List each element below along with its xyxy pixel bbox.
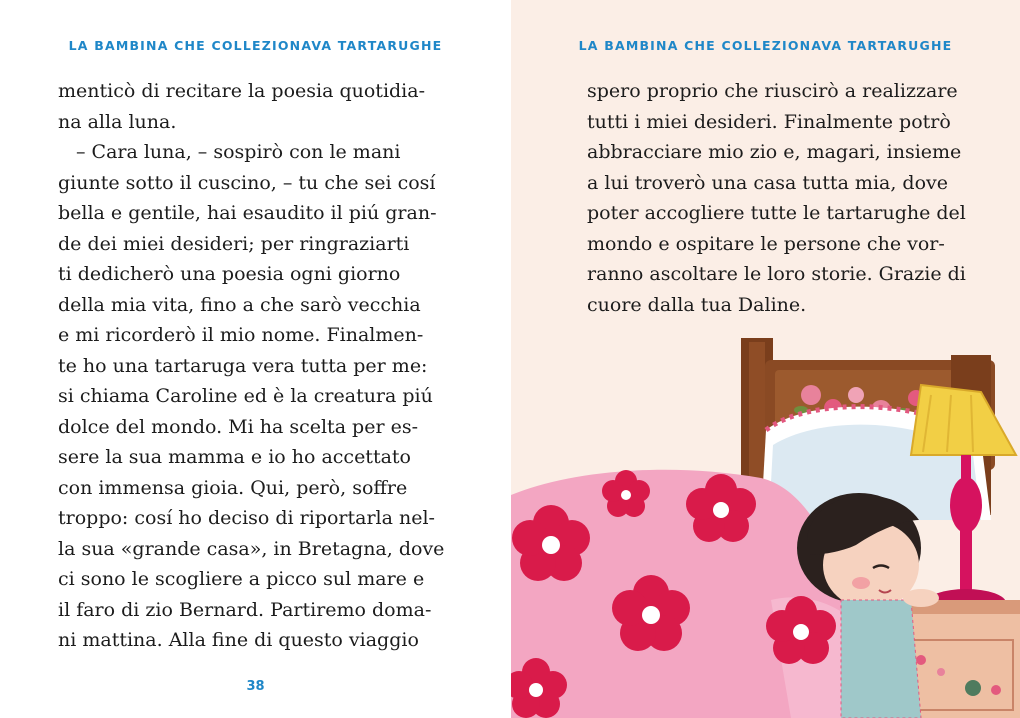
text-line: spero proprio che riuscirò a realizzare [587, 80, 958, 102]
text-line: e mi ricorderò il mio nome. Finalmen- [58, 324, 424, 346]
text-line: na alla luna. [58, 110, 177, 133]
text-line: menticò di recitare la poesia quotidia- [58, 80, 426, 102]
text-line: la sua «grande casa», in Bretagna, dove [58, 537, 445, 560]
text-line: ranno ascoltare le loro storie. Grazie di [587, 263, 966, 285]
right-page [511, 0, 1020, 718]
running-head-left: LA BAMBINA CHE COLLEZIONAVA TARTARUGHE [68, 38, 443, 53]
text-line: te ho una tartaruga vera tutta per me: [58, 354, 428, 377]
text-line: con immensa gioia. Qui, però, soffre [58, 476, 408, 499]
text-line: ti dedicherò una poesia ogni giorno [58, 263, 401, 285]
text-line: abbracciare mio zio e, magari, insieme [587, 141, 962, 163]
text-line: a lui troverò una casa tutta mia, dove [587, 171, 949, 194]
right-body-text [587, 76, 977, 320]
text-line: de dei miei desideri; per ringraziarti [58, 232, 410, 255]
text-line: mondo e ospitare le persone che vor- [587, 232, 945, 255]
running-head-right: LA BAMBINA CHE COLLEZIONAVA TARTARUGHE [578, 38, 953, 53]
text-line: giunte sotto il cuscino, – tu che sei cosí [58, 171, 436, 194]
text-line: della mia vita, fino a che sarò vecchia [58, 293, 421, 316]
text-line: cuore dalla tua Daline. [587, 293, 807, 316]
page-number: 38 [246, 679, 265, 694]
text-line: troppo: cosí ho deciso di riportarla nel- [58, 507, 435, 529]
text-line: sere la sua mamma e io ho accettato [58, 446, 411, 468]
text-line: poter accogliere tutte le tartarughe del [587, 202, 966, 224]
text-line: dolce del mondo. Mi ha scelta per es- [58, 415, 418, 438]
text-line: ni mattina. Alla fine di questo viaggio [58, 629, 419, 651]
left-body-text [58, 76, 445, 656]
text-line: il faro di zio Bernard. Partiremo doma- [58, 598, 432, 621]
text-line: si chiama Caroline ed è la creatura piú [58, 385, 433, 407]
text-line: tutti i miei desideri. Finalmente potrò [587, 110, 951, 133]
text-line: bella e gentile, hai esaudito il piú gran- [58, 202, 437, 224]
text-line: – Cara luna, – sospirò con le mani [76, 141, 401, 163]
text-line: ci sono le scogliere a picco sul mare e [58, 568, 425, 590]
